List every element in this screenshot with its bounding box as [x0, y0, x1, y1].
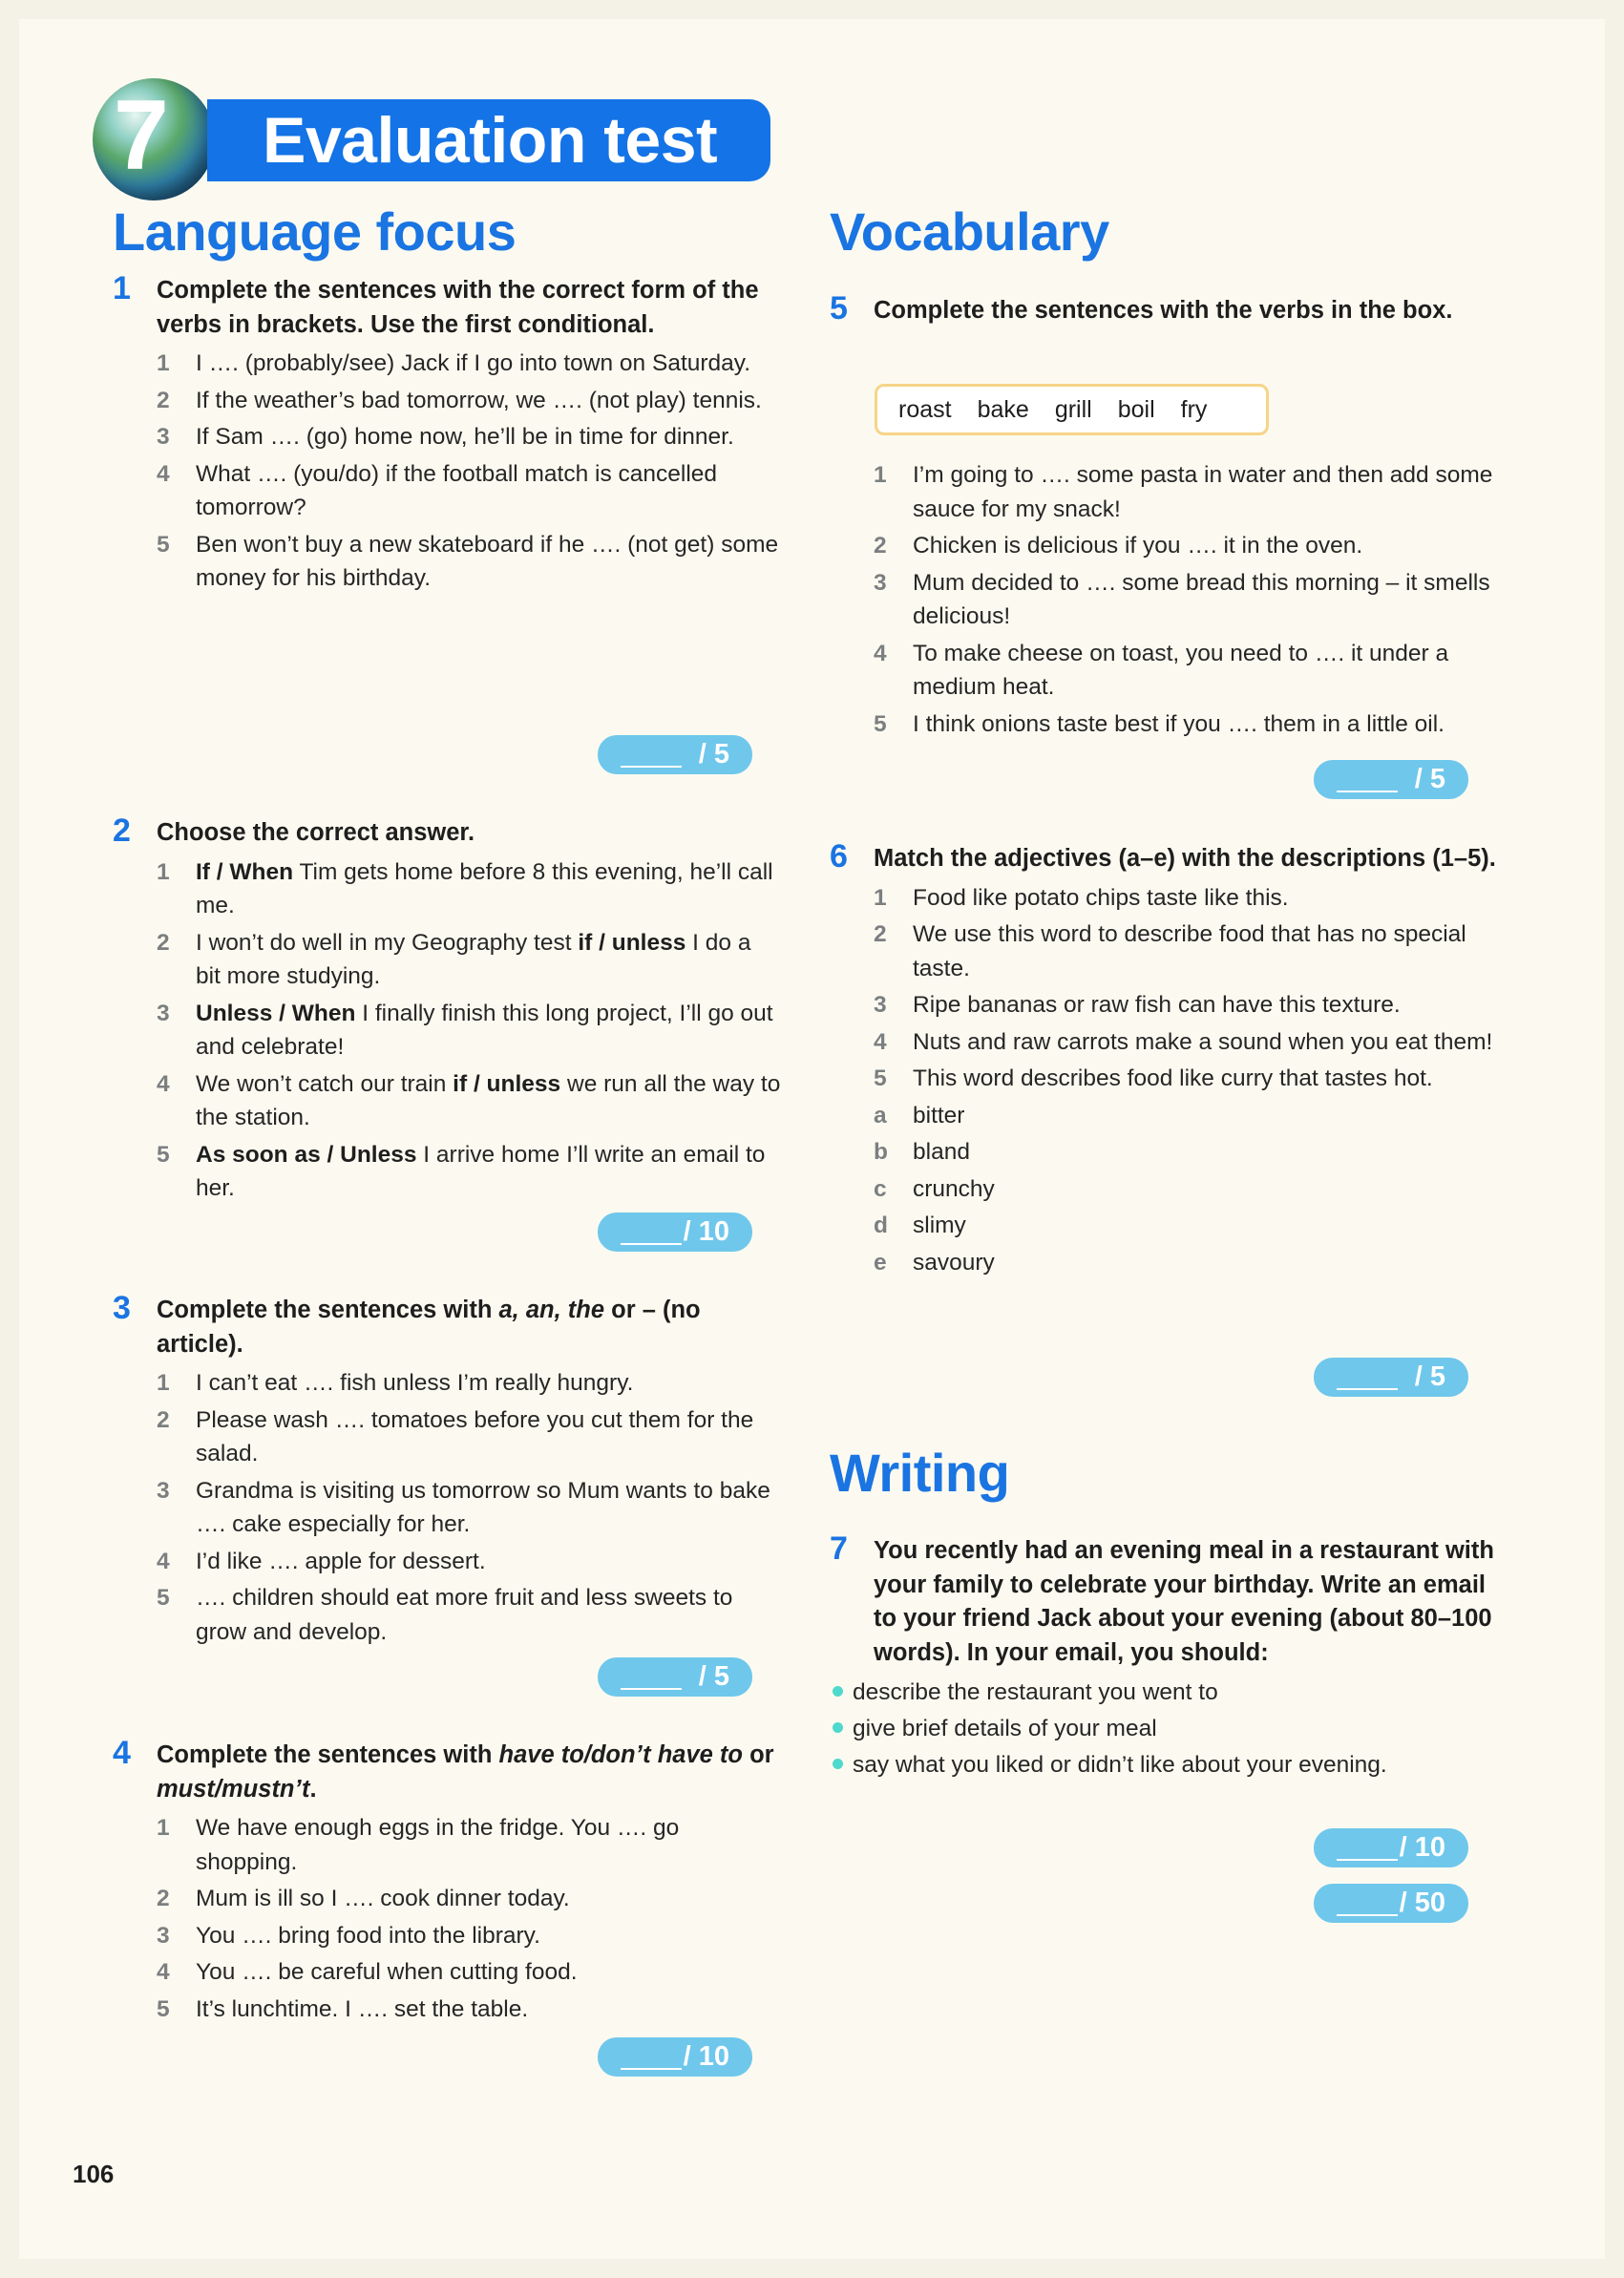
- list-item: [113, 384, 781, 418]
- item-number: b: [874, 1139, 888, 1165]
- text-segment: I think onions taste best if you …. them in a little oil.: [913, 710, 1445, 737]
- list-item: [830, 1172, 1498, 1207]
- list-item: [113, 1138, 781, 1206]
- item-number: 2: [874, 921, 887, 947]
- text-segment: slimy: [913, 1213, 966, 1238]
- word-box-item: boil: [1117, 395, 1155, 423]
- score-badge-q3: [598, 1657, 752, 1697]
- question-number: 4: [113, 1735, 131, 1771]
- text-segment: .: [309, 1775, 317, 1803]
- score-max: / 5: [698, 1661, 729, 1692]
- score-max: / 50: [1399, 1888, 1445, 1918]
- question-1: [113, 270, 781, 599]
- list-item: [113, 457, 781, 525]
- list-item: [830, 1025, 1498, 1060]
- text-segment: Choose the correct answer.: [157, 819, 475, 846]
- text-segment: Please wash …. tomatoes before you cut them for the salad.: [196, 1406, 754, 1466]
- word-box-item: grill: [1054, 395, 1092, 423]
- answer-option: As soon as / Unless: [196, 1141, 417, 1168]
- text-segment: Nuts and raw carrots make a sound when you eat them!: [913, 1028, 1493, 1055]
- text-segment: What …. (you/do) if the football match is cancelled tomorrow?: [196, 460, 718, 520]
- item-number: 1: [157, 1815, 170, 1841]
- bullet-item: [830, 1675, 1508, 1711]
- answer-option: Unless / When: [196, 1000, 356, 1026]
- item-number: 3: [157, 424, 170, 450]
- question-7: [830, 1530, 1508, 1783]
- item-number: 2: [874, 533, 887, 559]
- bullet-text: say what you liked or didn’t like about your evening.: [853, 1752, 1387, 1778]
- text-segment: It’s lunchtime. I …. set the table.: [196, 1995, 529, 2022]
- question-3: [113, 1290, 781, 1652]
- list-item: [113, 997, 781, 1065]
- list-item: [113, 1474, 781, 1542]
- item-number: 1: [874, 462, 887, 488]
- text-segment: You …. bring food into the library.: [196, 1922, 540, 1949]
- text-segment: You …. be careful when cutting food.: [196, 1959, 578, 1985]
- question-number: 7: [830, 1530, 848, 1567]
- list-item: [830, 1209, 1498, 1243]
- score-blank: [621, 1243, 682, 1245]
- text-segment: crunchy: [913, 1175, 995, 1202]
- question-2: [113, 812, 781, 1209]
- item-number: 3: [874, 569, 887, 596]
- score-max: / 5: [1414, 1361, 1445, 1392]
- text-segment: bland: [913, 1139, 970, 1165]
- text-segment: bitter: [913, 1102, 965, 1128]
- question-number: 5: [830, 290, 848, 327]
- question-number: 1: [113, 270, 131, 306]
- item-number: 1: [874, 884, 887, 911]
- list-item: [830, 529, 1498, 563]
- italic-term: must/mustn’t: [157, 1775, 310, 1803]
- list-item: [830, 1135, 1498, 1170]
- score-max: / 5: [1414, 764, 1445, 794]
- score-blank: [621, 1688, 682, 1690]
- italic-term: a, an, the: [498, 1297, 605, 1323]
- section-heading-language-focus: Language focus: [113, 201, 517, 262]
- italic-term: have to/don’t have to: [498, 1741, 743, 1768]
- list-item: [113, 1366, 781, 1401]
- list-item: [113, 1882, 781, 1916]
- word-box-item: fry: [1180, 395, 1208, 423]
- item-number: 3: [157, 1922, 170, 1949]
- question-number: 2: [113, 812, 131, 849]
- item-number: 1: [157, 350, 170, 376]
- item-number: 5: [874, 1065, 887, 1091]
- text-segment: Match the adjectives (a–e) with the descriptions (1–5).: [874, 845, 1496, 872]
- text-segment: I won’t do well in my Geography test: [196, 929, 579, 956]
- item-number: c: [874, 1175, 887, 1202]
- item-number: 5: [874, 710, 887, 737]
- score-badge-q5: [1314, 760, 1468, 799]
- item-number: 4: [157, 1959, 170, 1985]
- score-badge-q4: [598, 2037, 752, 2077]
- list-item: [113, 347, 781, 381]
- list-item: [830, 881, 1498, 916]
- item-number: 5: [157, 531, 170, 558]
- item-number: a: [874, 1102, 887, 1128]
- text-segment: Mum decided to …. some bread this morning – it smells delicious!: [913, 569, 1490, 629]
- text-segment: Complete the sentences with: [157, 1741, 499, 1768]
- text-segment: Tim gets home before 8 this evening, he’ll call me.: [196, 858, 773, 918]
- item-number: 3: [157, 1477, 170, 1504]
- text-segment: If the weather’s bad tomorrow, we …. (not play) tennis.: [196, 387, 762, 413]
- word-box: [875, 384, 1269, 435]
- score-max: / 10: [683, 2041, 729, 2072]
- item-number: 4: [874, 640, 887, 666]
- bullet-text: give brief details of your meal: [853, 1716, 1157, 1741]
- score-max: / 10: [683, 1216, 729, 1247]
- score-badge-total: [1314, 1884, 1468, 1923]
- text-segment: You recently had an evening meal in a restaurant with your family to celebrate your birthday. Write an email to your friend Jack about your evening (about 80–100 words). In your email, you should:: [874, 1537, 1494, 1666]
- score-blank: [621, 766, 682, 768]
- score-badge-q6: [1314, 1358, 1468, 1397]
- item-number: 4: [157, 460, 170, 487]
- answer-option: If / When: [196, 858, 294, 885]
- list-item: [830, 988, 1498, 1023]
- unit-number: 7: [114, 80, 169, 191]
- text-segment: We have enough eggs in the fridge. You …. go shopping.: [196, 1815, 680, 1875]
- text-segment: I’d like …. apple for dessert.: [196, 1548, 486, 1574]
- section-heading-vocabulary: Vocabulary: [830, 201, 1109, 262]
- question-number: 3: [113, 1290, 131, 1326]
- list-item: [113, 1919, 781, 1953]
- score-badge-q1: [598, 735, 752, 774]
- word-box-item: roast: [898, 395, 952, 423]
- item-number: e: [874, 1249, 887, 1276]
- item-number: 1: [157, 1370, 170, 1396]
- list-item: [113, 528, 781, 596]
- page-title: Evaluation test: [263, 104, 718, 177]
- text-segment: Complete the sentences with the correct form of the verbs in brackets. Use the first conditional.: [157, 277, 759, 338]
- answer-option: if / unless: [453, 1070, 561, 1097]
- bullet-item: [830, 1711, 1508, 1747]
- text-segment: Complete the sentences with the verbs in the box.: [874, 297, 1453, 324]
- score-blank: [1337, 1388, 1398, 1390]
- question-4: [113, 1735, 781, 2029]
- text-segment: Ben won’t buy a new skateboard if he …. (not get) some money for his birthday.: [196, 531, 779, 591]
- list-item: [113, 1545, 781, 1579]
- bullet-text: describe the restaurant you went to: [853, 1679, 1218, 1705]
- score-blank: [1337, 1914, 1398, 1916]
- text-segment: Grandma is visiting us tomorrow so Mum wants to bake …. cake especially for her.: [196, 1477, 770, 1537]
- score-blank: [1337, 791, 1398, 792]
- score-max: / 10: [1399, 1832, 1445, 1863]
- text-segment: I arrive home I’ll write an email to her.: [196, 1141, 766, 1201]
- question-number: 6: [830, 838, 848, 875]
- item-number: 4: [157, 1548, 170, 1574]
- text-segment: Ripe bananas or raw fish can have this texture.: [913, 992, 1401, 1018]
- text-segment: I do a bit more studying.: [196, 929, 751, 989]
- bullet-icon: [833, 1722, 843, 1733]
- text-segment: we run all the way to the station.: [196, 1070, 781, 1130]
- question-instruction: [113, 270, 781, 342]
- score-blank: [1337, 1859, 1398, 1861]
- bullet-icon: [833, 1686, 843, 1697]
- list-item: [830, 637, 1498, 705]
- list-item: [113, 420, 781, 454]
- list-item: [830, 458, 1498, 526]
- score-badge-q7: [1314, 1828, 1468, 1867]
- question-instruction: [830, 1530, 1508, 1670]
- item-number: 1: [157, 858, 170, 885]
- list-item: [830, 1246, 1498, 1280]
- question-6: [830, 838, 1498, 1282]
- question-instruction: [830, 290, 1498, 328]
- item-number: 2: [157, 1886, 170, 1911]
- item-number: 3: [874, 992, 887, 1018]
- text-segment: To make cheese on toast, you need to …. it under a medium heat.: [913, 640, 1449, 700]
- item-number: 5: [157, 1995, 170, 2022]
- list-item: [830, 566, 1498, 634]
- bullet-icon: [833, 1759, 843, 1769]
- bullet-item: [830, 1747, 1508, 1783]
- item-number: 5: [157, 1141, 170, 1168]
- text-segment: I finally finish this long project, I’ll go out and celebrate!: [196, 1000, 773, 1060]
- question-instruction: [113, 1290, 781, 1361]
- text-segment: I’m going to …. some pasta in water and then add some sauce for my snack!: [913, 462, 1493, 522]
- text-segment: Food like potato chips taste like this.: [913, 884, 1289, 911]
- title-banner: [207, 99, 770, 181]
- text-segment: savoury: [913, 1249, 995, 1276]
- question-instruction: [113, 812, 781, 851]
- section-heading-writing: Writing: [830, 1443, 1010, 1503]
- list-item: [113, 1993, 781, 2027]
- item-number: 4: [874, 1028, 887, 1055]
- list-item: [113, 1067, 781, 1135]
- item-number: 2: [157, 1406, 170, 1433]
- question-instruction: [113, 1735, 781, 1806]
- item-number: 2: [157, 387, 170, 413]
- list-item: [830, 918, 1498, 985]
- text-segment: Mum is ill so I …. cook dinner today.: [196, 1886, 570, 1911]
- text-segment: This word describes food like curry that tastes hot.: [913, 1065, 1433, 1091]
- score-badge-q2: [598, 1213, 752, 1252]
- text-segment: We use this word to describe food that has no special taste.: [913, 921, 1466, 981]
- item-number: d: [874, 1213, 888, 1238]
- score-blank: [621, 2068, 682, 2070]
- page-number: 106: [73, 2160, 115, 2188]
- text-segment: or – (no article).: [157, 1297, 701, 1358]
- text-segment: Chicken is delicious if you …. it in the oven.: [913, 533, 1363, 559]
- question-5-heading: [830, 290, 1498, 333]
- text-segment: We won’t catch our train: [196, 1070, 453, 1097]
- list-item: [830, 707, 1498, 742]
- item-number: 4: [157, 1070, 170, 1097]
- text-segment: …. children should eat more fruit and less sweets to grow and develop.: [196, 1585, 733, 1645]
- text-segment: If Sam …. (go) home now, he’ll be in time for dinner.: [196, 424, 734, 450]
- text-segment: I …. (probably/see) Jack if I go into town on Saturday.: [196, 350, 751, 376]
- answer-option: if / unless: [578, 929, 686, 956]
- question-5-items: [830, 458, 1498, 744]
- list-item: [113, 926, 781, 994]
- list-item: [113, 1403, 781, 1471]
- score-max: / 5: [698, 739, 729, 770]
- list-item: [113, 1581, 781, 1649]
- text-segment: I can’t eat …. fish unless I’m really hungry.: [196, 1370, 634, 1396]
- text-segment: or: [743, 1741, 774, 1768]
- globe-icon: [93, 78, 215, 200]
- item-number: 2: [157, 929, 170, 956]
- word-box-item: bake: [977, 395, 1029, 423]
- list-item: [113, 1811, 781, 1879]
- list-item: [113, 855, 781, 923]
- item-number: 3: [157, 1000, 170, 1026]
- list-item: [830, 1062, 1498, 1096]
- item-number: 5: [157, 1585, 170, 1611]
- text-segment: Complete the sentences with: [157, 1297, 499, 1323]
- question-instruction: [830, 838, 1498, 876]
- list-item: [830, 1099, 1498, 1133]
- list-item: [113, 1955, 781, 1990]
